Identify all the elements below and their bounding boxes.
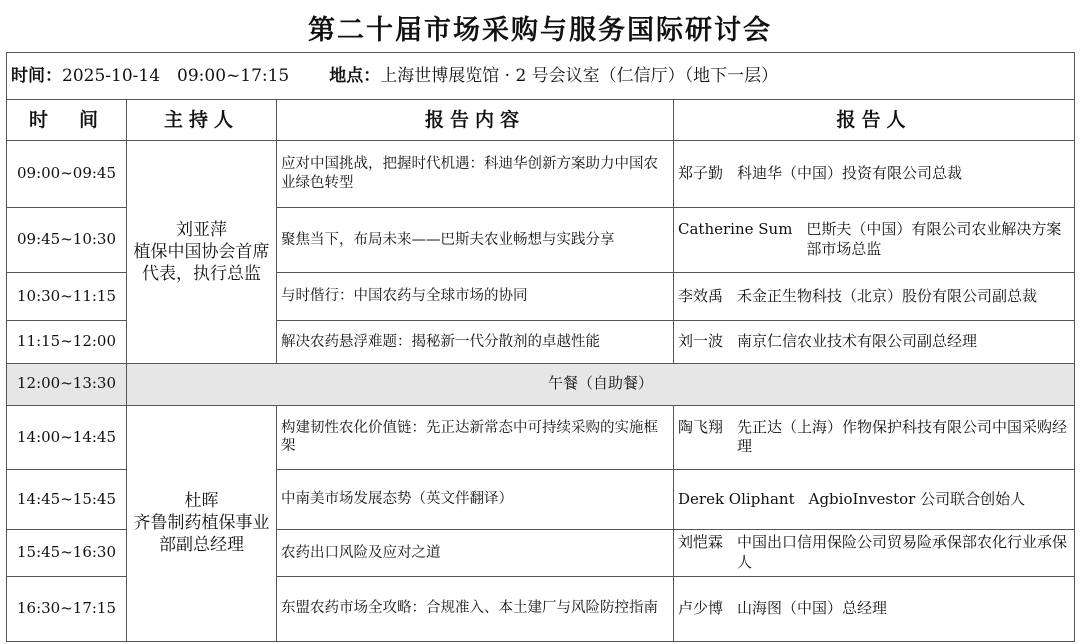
time-value: 2025-10-14 09:00~17:15 [62,66,290,87]
lunch-row [7,363,1075,405]
session-time: 15:45~16:30 [7,530,127,576]
session-time: 14:45~15:45 [7,470,127,530]
host-morning-text: 刘亚萍 植保中国协会首席代表，执行总监 [133,219,270,285]
session-topic: 东盟农药市场全攻略：合规准入、本土建厂与风险防控指南 [277,576,674,641]
speaker-name: 卢少博 [678,599,724,618]
session-speaker [674,576,1075,641]
session-topic: 中南美市场发展态势（英文伴翻译） [277,470,674,530]
speaker-name: 刘一波 [678,332,724,351]
header-time: 时 间 [7,100,127,141]
speaker-name: 郑子勤 [678,164,724,183]
info-row [7,53,1075,100]
speaker-name: 陶飞翔 [678,417,724,436]
session-topic: 农药出口风险及应对之道 [277,530,674,576]
session-topic: 应对中国挑战，把握时代机遇：科迪华创新方案助力中国农业绿色转型 [277,141,674,207]
speaker-org: 科迪华（中国）投资有限公司总裁 [737,164,963,183]
session-topic: 解决农药悬浮难题：揭秘新一代分散剂的卓越性能 [277,321,674,363]
place-value: 上海世博展览馆 · 2 号会议室（仁信厅）（地下一层） [380,66,779,87]
speaker-org: 禾金正生物科技（北京）股份有限公司副总裁 [737,286,1038,305]
header-content: 报告内容 [277,100,674,141]
session-speaker [674,207,1075,272]
speaker-name: 李效禹 [678,286,724,305]
speaker-org: 南京仁信农业技术有限公司副总经理 [737,332,978,351]
session-time: 09:00~09:45 [7,141,127,207]
host-morning [127,141,277,363]
speaker-org: AgbioInvestor 公司联合创始人 [808,489,1026,508]
session-speaker [674,530,1075,576]
speaker-name: 刘恺霖 [678,533,724,552]
lunch-time: 12:00~13:30 [7,363,127,405]
speaker-name: Catherine Sum [678,220,793,239]
speaker-org: 中国出口信用保险公司贸易险承保部农化行业承保人 [737,533,1068,571]
session-speaker [674,470,1075,530]
host-afternoon-text: 杜晖 齐鲁制药植保事业部副总经理 [133,491,270,556]
session-speaker [674,141,1075,207]
lunch-label: 午餐（自助餐） [127,363,1075,405]
session-topic: 构建韧性农化价值链：先正达新常态中可持续采购的实施框架 [277,405,674,469]
session-row [7,141,1075,207]
info-cell [7,53,1075,100]
session-row [7,405,1075,469]
session-speaker [674,405,1075,469]
place-label: 地点： [329,66,381,87]
session-time: 14:00~14:45 [7,405,127,469]
session-topic: 与时偕行：中国农药与全球市场的协同 [277,273,674,321]
header-row [7,100,1075,141]
speaker-org: 先正达（上海）作物保护科技有限公司中国采购经理 [737,417,1068,456]
session-time: 16:30~17:15 [7,576,127,641]
header-host: 主持人 [127,100,277,141]
schedule-table [6,52,1075,642]
session-speaker [674,273,1075,321]
header-speaker: 报告人 [674,100,1075,141]
speaker-name: Derek Oliphant [678,489,795,508]
session-time: 09:45~10:30 [7,207,127,272]
time-label: 时间： [11,66,62,87]
session-time: 10:30~11:15 [7,273,127,321]
session-speaker [674,321,1075,363]
page-title: 第二十届市场采购与服务国际研讨会 [308,15,772,46]
speaker-org: 巴斯夫（中国）有限公司农业解决方案部市场总监 [806,220,1062,258]
speaker-org: 山海图（中国）总经理 [737,599,888,618]
session-time: 11:15~12:00 [7,321,127,363]
session-topic: 聚焦当下，布局未来——巴斯夫农业畅想与实践分享 [277,207,674,272]
host-afternoon [127,405,277,641]
